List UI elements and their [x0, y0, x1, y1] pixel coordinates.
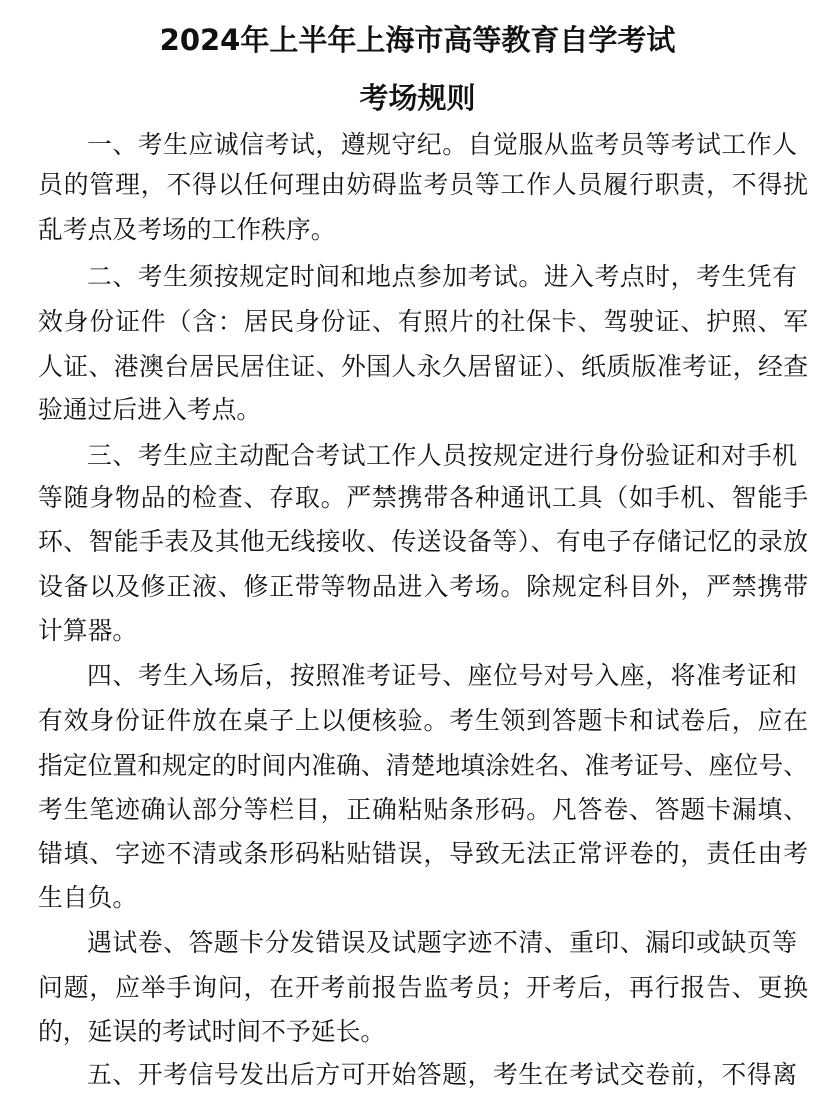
text-line: 的，延误的考试时间不予延长。 — [38, 1017, 386, 1046]
text-line: 有效身份证件放在桌子上以便核验。考生领到答题卡和试卷后，应在 — [38, 706, 808, 735]
text-line: 指定位置和规定的时间内准确、清楚地填涂姓名、准考证号、座位号、 — [38, 751, 808, 780]
text-line: 员的管理，不得以任何理由妨碍监考员等工作人员履行职责，不得扰 — [38, 170, 808, 199]
text-line: 三、考生应主动配合考试工作人员按规定进行身份验证和对手机 — [87, 441, 797, 470]
text-line: 错填、字迹不清或条形码粘贴错误，导致无法正常评卷的，责任由考 — [38, 839, 808, 868]
text-line: 问题，应举手询问，在开考前报告监考员；开考后，再行报告、更换 — [38, 973, 808, 1002]
text-line: 计算器。 — [38, 616, 138, 645]
text-line: 验通过后进入考点。 — [38, 395, 262, 424]
text-line: 遇试卷、答题卡分发错误及试题字迹不清、重印、漏印或缺页等 — [87, 928, 797, 957]
document-title: 2024年上半年上海市高等教育自学考试 — [159, 23, 676, 57]
text-line: 五、开考信号发出后方可开始答题，考生在考试交卷前，不得离 — [87, 1060, 797, 1089]
document-subtitle: 考场规则 — [359, 81, 476, 115]
text-line: 环、智能手表及其他无线接收、传送设备等）、有电子存储记忆的录放 — [38, 527, 808, 556]
text-line: 等随身物品的检查、存取。严禁携带各种通讯工具（如手机、智能手 — [38, 483, 808, 512]
text-line: 乱考点及考场的工作秩序。 — [38, 215, 336, 244]
text-line: 效身份证件（含：居民身份证、有照片的社保卡、驾驶证、护照、军 — [38, 307, 808, 336]
text-line: 一、考生应诚信考试，遵规守纪。自觉服从监考员等考试工作人 — [87, 130, 797, 159]
text-line: 考生笔迹确认部分等栏目，正确粘贴条形码。凡答卷、答题卡漏填、 — [38, 795, 808, 824]
text-line: 设备以及修正液、修正带等物品进入考场。除规定科目外，严禁携带 — [38, 572, 808, 601]
text-line: 二、考生须按规定时间和地点参加考试。进入考点时，考生凭有 — [87, 262, 797, 291]
text-line: 生自负。 — [38, 883, 138, 912]
text-line: 四、考生入场后，按照准考证号、座位号对号入座，将准考证和 — [87, 661, 797, 690]
text-line: 人证、港澳台居民居住证、外国人永久居留证）、纸质版准考证，经查 — [38, 352, 808, 381]
